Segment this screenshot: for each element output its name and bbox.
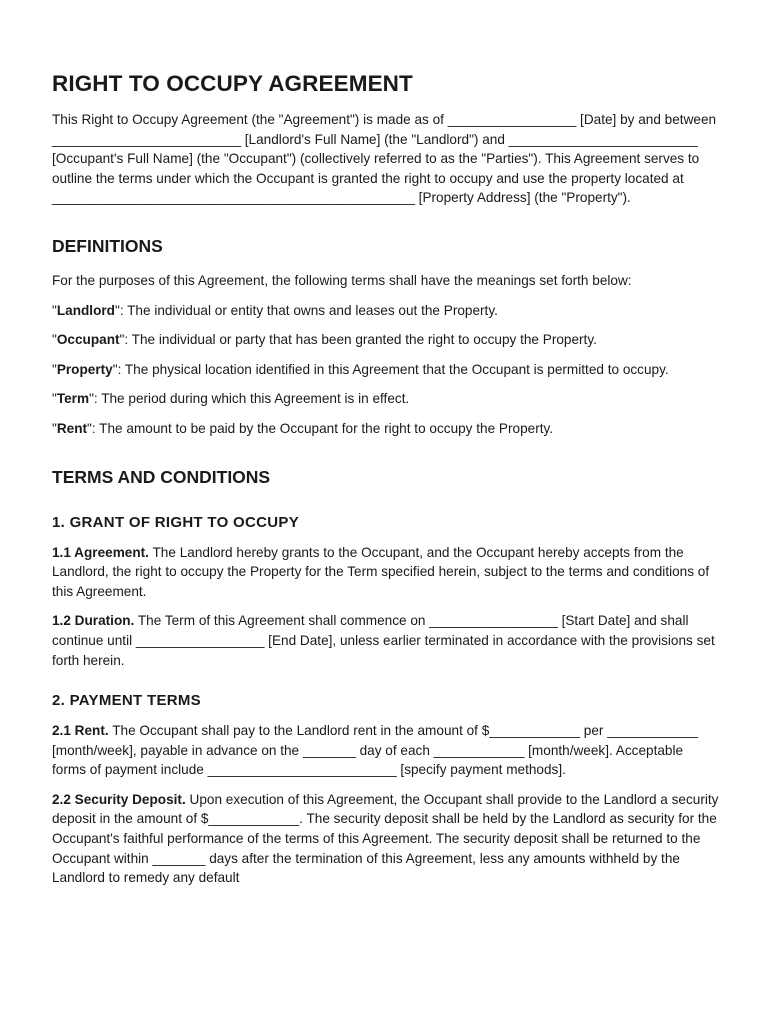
quote-open: " [52,361,57,377]
definition-term: Term [56,391,90,407]
quote-close: " [89,391,94,407]
definitions-list [52,301,720,439]
quote-open: " [52,332,57,348]
clause [52,543,720,602]
document-title: RIGHT TO OCCUPY AGREEMENT [52,71,413,96]
quote-open: " [52,302,57,318]
quote-close: " [114,302,120,318]
terms-heading: TERMS AND CONDITIONS [52,466,271,487]
clause-label: 1.2 Duration. [52,613,135,629]
quote-close: " [112,361,118,377]
definition-text: : The amount to be paid by the Occupant for the right to occupy the Property. [91,420,554,436]
definition-text: : The individual or party that has been granted the right to occupy the Property. [124,332,597,348]
definition-text: : The period during which this Agreement is in effect. [93,391,410,407]
quote-open: " [52,391,57,407]
clause-text: Upon execution of this Agreement, the Occupant shall provide to the Landlord a security deposit in the amount of $____________. The security deposit shall be held by the Landlord as security for the Occupant's faithful performance of the terms of this Agreement. The security deposit shall be returned to the Occupant within _______ days after the termination of this Agreement, less any amounts withheld by the Landlord to remedy any default [52,791,719,886]
definitions-intro: For the purposes of this Agreement, the following terms shall have the meanings set forth below: [52,272,632,288]
definition-item [52,330,720,350]
quote-open: " [52,420,57,436]
clause-label: 1.1 Agreement. [52,544,149,560]
section-heading: 1. GRANT OF RIGHT TO OCCUPY [52,513,300,531]
clause-label: 2.2 Security Deposit. [52,791,186,807]
section-heading: 2. PAYMENT TERMS [52,692,201,710]
clause [52,721,720,780]
intro-paragraph: This Right to Occupy Agreement (the "Agreement") is made as of _________________ [Date] by and between _________________________ [Landlord's Full Name] (the "Landlord") and _________________________ [Occupant's Full Name] (the "Occupant") (collectively referred to as the "Parties"). This Agreement serves to outline the terms under which the Occupant is granted the right to occupy and use the property located at ________________________________________________ [Property Address] (the "Property"). [52,112,717,206]
definition-term: Occupant [56,332,120,348]
clause [52,790,720,888]
clause-text: The Term of this Agreement shall commence on _________________ [Start Date] and shall continue until _________________ [End Date], unless earlier terminated in accordance with the provisions set forth herein. [52,613,715,668]
clause-text: The Occupant shall pay to the Landlord rent in the amount of $____________ per ____________ [month/week], payable in advance on the _______ day of each ____________ [month/week]. Acceptable forms of payment include _________________________ [specify payment methods]. [52,723,698,778]
definition-term: Property [56,361,113,377]
definition-text: : The individual or entity that owns and leases out the Property. [119,302,498,318]
definition-item [52,419,720,439]
definition-text: : The physical location identified in this Agreement that the Occupant is permitted to occupy. [117,361,669,377]
definitions-heading: DEFINITIONS [52,235,163,256]
clause-text: The Landlord hereby grants to the Occupant, and the Occupant hereby accepts from the Landlord, the right to occupy the Property for the Term specified herein, subject to the terms and conditions of this Agreement. [52,544,710,599]
clause-label: 2.1 Rent. [52,723,109,739]
quote-close: " [87,420,92,436]
quote-close: " [119,332,125,348]
definition-item [52,389,720,409]
clause [52,611,720,670]
definition-item [52,360,720,380]
definition-term: Rent [56,420,88,436]
definition-item [52,301,720,321]
definition-term: Landlord [56,302,115,318]
